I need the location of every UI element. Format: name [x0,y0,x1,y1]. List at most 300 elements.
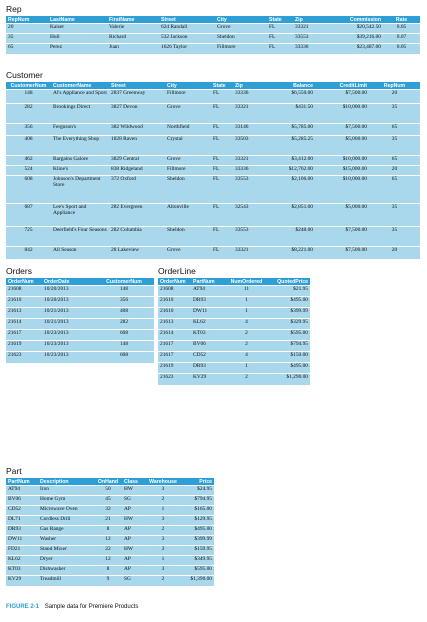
customer-table-cell: 33503 [233,136,263,156]
customer-table-row [6,124,420,136]
rep-column-header: FirstName [107,16,159,24]
part-table-row [6,566,214,576]
part-table-cell: AP [122,566,144,576]
part-title: Part [6,466,22,476]
rep-table-cell: FL [267,34,293,44]
orders-table-cell: 408 [94,308,154,319]
customer-table-cell: Crystal [165,136,211,156]
customer-table-cell: $10,000.00 [315,176,369,204]
part-column-header: OnHand [94,478,122,486]
customer-table [6,82,420,259]
orderline-table-cell: AT94 [191,286,225,297]
part-table-cell: $794.95 [182,496,214,506]
orderline-table [158,278,310,385]
customer-table-cell: 28 Lakeview [109,247,165,259]
customer-table-cell: 35 [369,136,420,156]
customer-table-row [6,176,420,204]
customer-column-header: State [211,82,233,90]
part-table-cell: DL71 [6,516,38,526]
customer-table-cell: FL [211,124,233,136]
orderline-table-row [158,286,310,297]
part-table-cell: SG [122,576,144,586]
orderline-column-header: OrderNum [158,278,191,286]
orderline-table-cell: BV06 [191,341,225,352]
customer-table-cell: The Everything Shop [51,136,109,156]
part-table-cell: $399.99 [182,536,214,546]
part-table-row [6,516,214,526]
customer-table-cell: FL [211,204,233,227]
part-table-cell: KT03 [6,566,38,576]
orders-header-row [6,278,154,286]
part-column-header: Price [182,478,214,486]
customer-table-cell: Brookings Direct [51,104,109,124]
customer-table-cell: $10,000.00 [315,156,369,166]
customer-table-cell: Altonville [165,204,211,227]
rep-table-cell: 33321 [293,24,325,34]
part-table-cell: SG [122,496,144,506]
orderline-table-cell: 4 [225,352,268,363]
orders-table-cell: 21614 [6,319,42,330]
orderline-table-cell: $399.99 [268,308,310,319]
customer-table-cell: $3,412.00 [263,156,315,166]
customer-table-cell: 282 Columbia [109,227,165,247]
part-table-cell: $349.95 [182,556,214,566]
customer-table-cell: Bargains Galore [51,156,109,166]
customer-table-cell: 33321 [233,156,263,166]
rep-column-header: Zip [293,16,325,24]
orders-title: Orders [6,266,32,276]
customer-table-cell: 524 [6,166,51,176]
rep-table-cell: 20 [6,24,48,34]
part-table-cell: 45 [94,496,122,506]
orders-table-cell: 10/23/2013 [42,341,94,352]
customer-table-cell: 33336 [233,166,263,176]
part-table-cell: Dryer [38,556,94,566]
orders-table-row [6,352,154,363]
customer-title: Customer [6,70,43,80]
part-table-row [6,526,214,536]
rep-table-cell: Kaiser [48,24,107,34]
orders-table-row [6,286,154,297]
customer-table-cell: 3827 Devon [109,104,165,124]
part-table-cell: 50 [94,486,122,496]
customer-table-cell: 3829 Central [109,156,165,166]
part-table-cell: $165.00 [182,506,214,516]
customer-table-cell: $2,106.00 [263,176,315,204]
rep-table [6,16,420,54]
customer-table-cell: Fillmore [165,90,211,104]
orders-table-cell: 10/21/2013 [42,308,94,319]
part-table-cell: 2 [144,576,182,586]
customer-table-cell: Grove [165,104,211,124]
figure-caption-text: Sample data for Premiere Products [44,604,139,610]
customer-table-cell: Fillmore [165,166,211,176]
orders-table-cell: 10/20/2013 [42,286,94,297]
customer-table-cell: Johnson's Department Store [51,176,109,204]
part-table-cell: DW11 [6,536,38,546]
customer-header-row [6,82,420,90]
orders-column-header: OrderNum [6,278,42,286]
customer-table-cell: Grove [165,156,211,166]
rep-column-header: City [215,16,267,24]
part-table-cell: AT94 [6,486,38,496]
customer-table-cell: 282 [6,104,51,124]
part-table-row [6,496,214,506]
part-table-cell: Stand Mixer [38,546,94,556]
part-table-cell: 32 [94,506,122,516]
customer-table-cell: 20 [369,247,420,259]
customer-table-cell: 33553 [233,227,263,247]
orderline-table-cell: $329.95 [268,319,310,330]
rep-table-cell: $23,487.00 [325,44,383,54]
rep-table-cell: $39,216.00 [325,34,383,44]
orders-table-cell: 21610 [6,297,42,308]
rep-table-cell: Valerie [107,24,159,34]
customer-table-row [6,247,420,259]
orders-table-cell: 10/23/2013 [42,352,94,363]
orders-column-header: CustomerNum [94,278,154,286]
customer-table-cell: Kline's [51,166,109,176]
customer-table-cell: 148 [6,90,51,104]
customer-table-cell: 838 Ridgeland [109,166,165,176]
customer-table-cell: 65 [369,176,420,204]
customer-column-header: CreditLimit [315,82,369,90]
customer-table-cell: All Season [51,247,109,259]
rep-table-cell: 35 [6,34,48,44]
customer-table-row [6,90,420,104]
orders-table-row [6,330,154,341]
orderline-table-cell: 21617 [158,341,191,352]
customer-table-cell: 32543 [233,204,263,227]
rep-table-cell: Fillmore [215,44,267,54]
part-table-cell: BV06 [6,496,38,506]
orders-table-cell: 10/23/2013 [42,330,94,341]
customer-table-cell: 35 [369,204,420,227]
rep-table-cell: 0.05 [383,24,420,34]
rep-header-row [6,16,420,24]
customer-table-cell: FL [211,90,233,104]
rep-column-header: Commission [325,16,383,24]
part-table-cell: 2 [144,496,182,506]
rep-table-cell: Hull [48,34,107,44]
customer-table-cell: FL [211,156,233,166]
customer-table-cell: 2837 Greenway [109,90,165,104]
customer-table-cell: $2,851.00 [263,204,315,227]
customer-table-cell: $5,000.00 [315,204,369,227]
part-table-cell: Washer [38,536,94,546]
customer-table-cell: $8,221.00 [263,247,315,259]
rep-column-header: Rate [383,16,420,24]
rep-table-cell: 0.05 [383,44,420,54]
orderline-table-cell: $495.00 [268,297,310,308]
customer-table-cell: $7,500.00 [315,90,369,104]
customer-column-header: Zip [233,82,263,90]
customer-table-cell: 408 [6,136,51,156]
part-table-cell: Gas Range [38,526,94,536]
orderline-table-cell: 4 [225,319,268,330]
orderline-table-cell: 11 [225,286,268,297]
orderline-table-cell: 21610 [158,308,191,319]
rep-table-cell: $20,542.50 [325,24,383,34]
orderline-table-row [158,308,310,319]
part-table-cell: AP [122,526,144,536]
part-table-cell: KL62 [6,556,38,566]
part-table-cell: DR93 [6,526,38,536]
customer-table-row [6,204,420,227]
orders-table-cell: 608 [94,330,154,341]
part-table-cell: 3 [144,486,182,496]
part-table-cell: HW [122,486,144,496]
orderline-table-cell: 2 [225,374,268,385]
customer-table-cell: Grove [165,247,211,259]
customer-table-cell: 725 [6,227,51,247]
orderline-table-cell: KL62 [191,319,225,330]
orderline-table-cell: $1,290.00 [268,374,310,385]
orders-table-cell: 21608 [6,286,42,297]
orderline-table-cell: CD52 [191,352,225,363]
orderline-table-cell: 21623 [158,374,191,385]
orderline-table-cell: 2 [225,330,268,341]
customer-table-cell: 1828 Raven [109,136,165,156]
customer-table-cell: 687 [6,204,51,227]
orderline-table-cell: 1 [225,363,268,374]
orderline-table-row [158,297,310,308]
part-table-cell: Iron [38,486,94,496]
rep-table-cell: Juan [107,44,159,54]
part-table-row [6,536,214,546]
orders-table-cell: 21617 [6,330,42,341]
part-table-cell: Treadmill [38,576,94,586]
orderline-table-cell: 21617 [158,352,191,363]
rep-table-cell: Perez [48,44,107,54]
part-table-cell: 1 [144,556,182,566]
part-table-row [6,546,214,556]
customer-column-header: City [165,82,211,90]
part-table-cell: Home Gym [38,496,94,506]
rep-table-cell: FL [267,24,293,34]
customer-table-cell: 33321 [233,247,263,259]
part-table-cell: $495.00 [182,526,214,536]
customer-table-row [6,227,420,247]
orderline-table-cell: KV29 [191,374,225,385]
orderline-table-cell: 2 [225,341,268,352]
customer-table-cell: Sheldon [165,176,211,204]
part-table-cell: 3 [144,546,182,556]
part-table-row [6,506,214,516]
rep-table-cell: Richard [107,34,159,44]
orders-table-cell: 148 [94,286,154,297]
orders-table-row [6,297,154,308]
customer-table-cell: Deerfield's Four Seasons [51,227,109,247]
part-table-cell: 3 [144,566,182,576]
customer-table-cell: 33553 [233,176,263,204]
customer-table-cell: 65 [369,124,420,136]
orderline-table-cell: $150.00 [268,352,310,363]
rep-column-header: LastName [48,16,107,24]
figure-caption [6,604,138,610]
customer-table-cell: 20 [369,90,420,104]
part-table-row [6,486,214,496]
orderline-table-cell: 21614 [158,330,191,341]
orderline-table-cell: 21613 [158,319,191,330]
orders-table-cell: 608 [94,352,154,363]
customer-table-cell: FL [211,166,233,176]
customer-table-cell: 35 [369,227,420,247]
part-column-header: Warehouse [144,478,182,486]
rep-table-cell: 624 Randall [159,24,215,34]
orderline-table-row [158,319,310,330]
orderline-table-cell: $21.95 [268,286,310,297]
customer-table-cell: 65 [369,156,420,166]
part-table-cell: CD52 [6,506,38,516]
orderline-table-cell: DR93 [191,297,225,308]
rep-column-header: RepNum [6,16,48,24]
orderline-table-cell: 21610 [158,297,191,308]
part-table-cell: 1 [144,506,182,516]
part-table-cell: AP [122,536,144,546]
orderline-column-header: PartNum [191,278,225,286]
orderline-table-row [158,374,310,385]
rep-table-cell: 532 Jackson [159,34,215,44]
part-table-cell: Cordless Drill [38,516,94,526]
customer-table-cell: $248.00 [263,227,315,247]
part-table-cell: $595.00 [182,566,214,576]
part-table-cell: $129.95 [182,516,214,526]
customer-column-header: Balance [263,82,315,90]
orders-table-cell: 356 [94,297,154,308]
orders-table-cell: 21619 [6,341,42,352]
orderline-table-row [158,330,310,341]
rep-title: Rep [6,4,22,14]
customer-table-cell: 372 Oxford [109,176,165,204]
part-table-cell: Dishwasher [38,566,94,576]
orderline-column-header: QuotedPrice [268,278,310,286]
orders-table-cell: 21623 [6,352,42,363]
orderline-table-cell: 1 [225,308,268,319]
customer-table-cell: FL [211,227,233,247]
orders-table-row [6,341,154,352]
customer-table-cell: FL [211,136,233,156]
orderline-table-cell: 1 [225,297,268,308]
part-table-cell: 3 [144,516,182,526]
orderline-table-cell: $595.00 [268,330,310,341]
customer-table-cell: Northfield [165,124,211,136]
customer-table-cell: FL [211,104,233,124]
customer-table-cell: $6,550.00 [263,90,315,104]
rep-table-cell: Sheldon [215,34,267,44]
figure-number: FIGURE 2-1 [6,604,40,610]
part-table-cell: 12 [94,556,122,566]
part-table-cell: $24.95 [182,486,214,496]
customer-table-cell: Sheldon [165,227,211,247]
customer-table-cell: Lee's Sport and Appliance [51,204,109,227]
part-table-cell: HW [122,546,144,556]
rep-table-cell: 33553 [293,34,325,44]
orderline-table-cell: DW11 [191,308,225,319]
orderline-table-cell: $794.95 [268,341,310,352]
orders-column-header: OrderDate [42,278,94,286]
customer-table-cell: 608 [6,176,51,204]
part-table-cell: AP [122,506,144,516]
orderline-header-row [158,278,310,286]
customer-table-cell: $7,500.00 [315,227,369,247]
part-table [6,478,214,586]
orderline-table-row [158,363,310,374]
orderline-title: OrderLine [158,266,196,276]
orderline-table-row [158,352,310,363]
customer-column-header: Street [109,82,165,90]
part-table-cell: $159.95 [182,546,214,556]
customer-table-cell: $10,000.00 [315,104,369,124]
rep-column-header: State [267,16,293,24]
orders-table-row [6,308,154,319]
orders-table [6,278,154,363]
customer-table-cell: 842 [6,247,51,259]
customer-table-cell: $431.50 [263,104,315,124]
rep-table-row [6,44,420,54]
part-column-header: Class [122,478,144,486]
customer-table-cell: $7,500.00 [315,124,369,136]
part-table-cell: 8 [94,526,122,536]
customer-table-cell: 282 Evergreen [109,204,165,227]
orders-table-cell: 282 [94,319,154,330]
part-table-cell: 8 [94,566,122,576]
customer-table-cell: 33321 [233,104,263,124]
customer-table-cell: $5,785.00 [263,124,315,136]
rep-column-header: Street [159,16,215,24]
part-table-cell: 21 [94,516,122,526]
customer-table-cell: $5,285.25 [263,136,315,156]
part-header-row [6,478,214,486]
customer-table-cell: 382 Wildwood [109,124,165,136]
part-table-cell: AP [122,556,144,566]
part-table-cell: KV29 [6,576,38,586]
rep-table-cell: 0.07 [383,34,420,44]
part-table-cell: 2 [144,526,182,536]
rep-table-cell: 1626 Taylor [159,44,215,54]
part-table-cell: 12 [94,536,122,546]
part-table-cell: HW [122,516,144,526]
part-table-cell: 9 [94,576,122,586]
rep-table-row [6,34,420,44]
rep-table-cell: 65 [6,44,48,54]
customer-table-cell: Al's Appliance and Sport [51,90,109,104]
orders-table-cell: 10/21/2013 [42,319,94,330]
orderline-table-row [158,341,310,352]
part-table-row [6,556,214,566]
customer-table-cell: 462 [6,156,51,166]
customer-table-cell: 35 [369,104,420,124]
customer-column-header: RepNum [369,82,420,90]
orderline-table-cell: 21608 [158,286,191,297]
orders-table-cell: 21613 [6,308,42,319]
orders-table-row [6,319,154,330]
rep-table-cell: Grove [215,24,267,34]
customer-table-row [6,104,420,124]
rep-table-cell: 33336 [293,44,325,54]
part-table-cell: Microwave Oven [38,506,94,516]
rep-table-cell: FL [267,44,293,54]
part-column-header: Description [38,478,94,486]
rep-table-row [6,24,420,34]
orderline-table-cell: $495.00 [268,363,310,374]
customer-table-cell: $5,000.00 [315,136,369,156]
customer-table-cell: FL [211,176,233,204]
customer-table-row [6,136,420,156]
customer-table-cell: 20 [369,166,420,176]
customer-table-cell: FL [211,247,233,259]
part-column-header: PartNum [6,478,38,486]
